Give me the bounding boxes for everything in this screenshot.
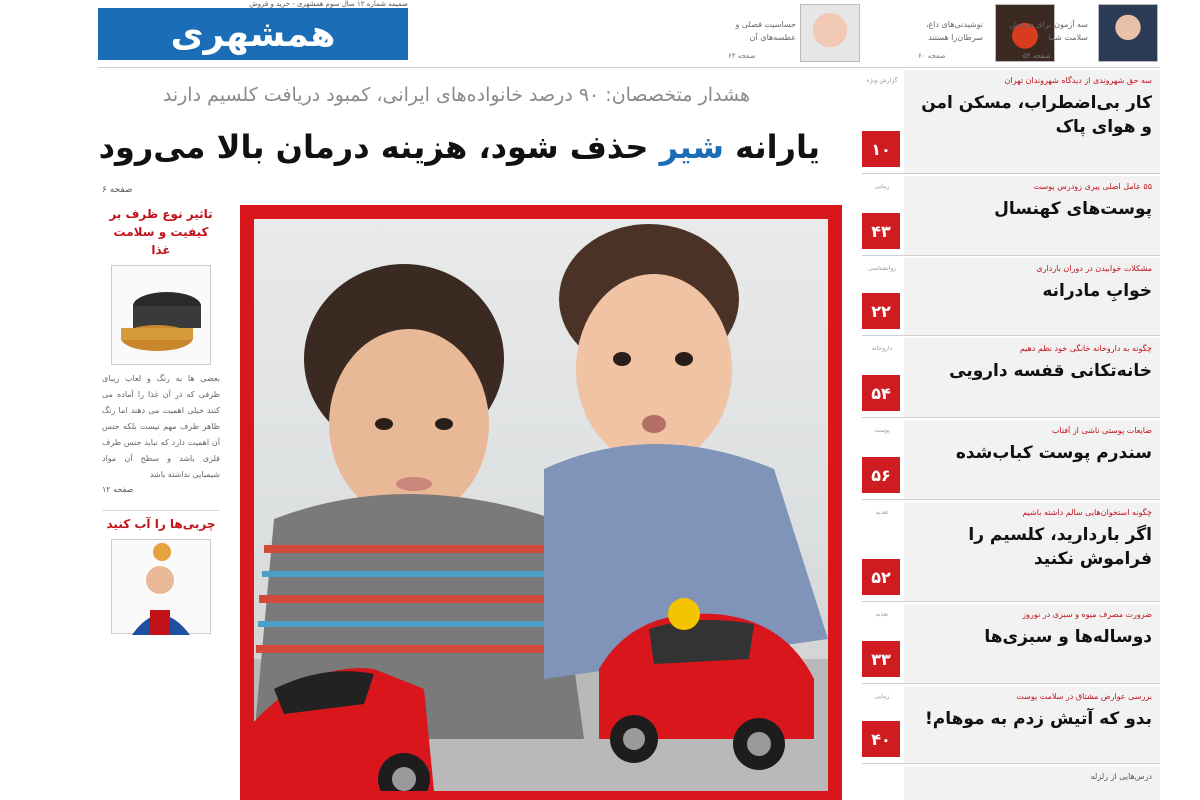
index-item[interactable] xyxy=(862,604,1160,684)
index-item-side xyxy=(862,258,900,335)
index-kicker: درس‌هایی از زلزله xyxy=(1090,772,1152,781)
index-title: خانه‌تکانی قفسه دارویی xyxy=(949,361,1152,381)
index-title: پوست‌های کهنسال xyxy=(994,199,1152,219)
index-kicker: چگونه استخوان‌هایی سالم داشته باشیم xyxy=(1022,508,1152,517)
masthead-subline: ضمیمه شماره ۱۲ سال سوم همشهری - خرید و فروش xyxy=(249,0,408,8)
teaser-page: صفحه ۵۴ xyxy=(1023,52,1051,60)
index-item-body xyxy=(904,420,1160,499)
index-item[interactable] xyxy=(862,766,1160,800)
index-title: بدو که آتیش زدم به موهام! xyxy=(925,709,1152,729)
index-section: گزارش ویژه xyxy=(866,77,898,84)
index-section: تغذیه xyxy=(875,509,889,516)
teaser-text: سه آزمون برای سنجش سلامت شما xyxy=(1009,20,1088,42)
left-article-title[interactable]: تاثیر نوع ظرف بر کیفیت و سلامت غذا xyxy=(109,207,213,257)
index-title: دوساله‌ها و سبزی‌ها xyxy=(984,627,1152,647)
child-with-ball-icon xyxy=(112,540,212,635)
index-section: داروخانه xyxy=(871,345,893,352)
index-kicker: ۵۵ عامل اصلی پیری زودرس پوست xyxy=(1033,182,1152,191)
index-section: پوست xyxy=(874,427,890,434)
index-item[interactable] xyxy=(862,686,1160,764)
index-item[interactable] xyxy=(862,338,1160,418)
index-item-body xyxy=(904,502,1160,601)
index-kicker: چگونه به داروخانه خانگی خود نظم دهیم xyxy=(1019,344,1152,353)
index-page-number: ۲۲ xyxy=(862,293,900,329)
left-article-2-title[interactable]: چربی‌ها را آب کنید xyxy=(106,517,216,531)
index-section: زیبایی xyxy=(874,693,890,700)
index-item-side xyxy=(862,420,900,499)
index-kicker: بررسی عوارض مشتاق در سلامت پوست xyxy=(1016,692,1152,701)
index-item-body xyxy=(904,176,1160,255)
index-item-body xyxy=(904,766,1160,800)
contents-sidebar xyxy=(862,70,1160,800)
index-item-body xyxy=(904,258,1160,335)
lead-page-ref: صفحه ۶ xyxy=(102,185,133,195)
index-title: خوابِ مادرانه xyxy=(1042,281,1152,301)
cover-photo xyxy=(240,205,842,800)
index-page-number: ۵۲ xyxy=(862,559,900,595)
index-item[interactable] xyxy=(862,420,1160,500)
left-column xyxy=(102,205,220,800)
teaser-page: صفحه ۶۴ xyxy=(728,52,756,60)
index-page-number: ۳۳ xyxy=(862,641,900,677)
index-item-side xyxy=(862,502,900,601)
teaser-thumbnail xyxy=(1098,4,1158,62)
index-page-number: ۴۳ xyxy=(862,213,900,249)
index-section: زیبایی xyxy=(874,183,890,190)
teaser-text: نوشیدنی‌های داغ، سرطان‌زا هستند xyxy=(925,20,983,42)
index-item-side xyxy=(862,686,900,763)
headline-part-2: حذف شود، هزینه درمان بالا می‌رود xyxy=(98,128,649,166)
index-title: کار بی‌اضطراب، مسکن امن و هوای پاک xyxy=(921,93,1152,137)
index-section: تغذیه xyxy=(875,611,889,618)
left-article-2 xyxy=(102,510,220,634)
index-kicker: مشکلات خوابیدن در دوران بارداری xyxy=(1036,264,1152,273)
teaser-text: حساسیت فصلی و عطسه‌های آن xyxy=(735,20,796,42)
child-ball-image xyxy=(111,539,211,634)
masthead-teaser-1[interactable] xyxy=(998,4,1160,62)
index-page-number: ۴۰ xyxy=(862,721,900,757)
index-item-side xyxy=(862,338,900,417)
newspaper-logo[interactable]: همشهری xyxy=(98,8,408,60)
index-item-body xyxy=(904,338,1160,417)
index-item-body xyxy=(904,686,1160,763)
index-section: روانشناسی xyxy=(867,265,897,272)
index-item-body xyxy=(904,70,1160,173)
headline-part-1: یارانه xyxy=(735,128,820,166)
masthead xyxy=(98,0,1160,68)
masthead-teaser-3[interactable] xyxy=(698,4,863,62)
index-item-side xyxy=(862,176,900,255)
teaser-thumbnail xyxy=(800,4,860,62)
index-kicker: ضرورت مصرف میوه و سبزی در نوروز xyxy=(1022,610,1152,619)
index-page-number: ۵۴ xyxy=(862,375,900,411)
index-item[interactable] xyxy=(862,502,1160,602)
index-title: سندرم پوست کباب‌شده xyxy=(955,443,1152,463)
index-item[interactable] xyxy=(862,70,1160,174)
index-item[interactable] xyxy=(862,258,1160,336)
headline-accent-word: شیر xyxy=(659,128,725,166)
index-kicker: ضایعات پوستی ناشی از آفتاب xyxy=(1051,426,1152,435)
index-item-side xyxy=(862,604,900,683)
index-item[interactable] xyxy=(862,176,1160,256)
cover-photo-illustration xyxy=(254,219,828,791)
pots-image xyxy=(111,265,211,365)
index-title: اگر باردارید، کلسیم را فراموش نکنید xyxy=(968,525,1152,569)
pot-icon xyxy=(112,266,212,366)
index-item-side xyxy=(862,70,900,173)
index-kicker: سه حق شهروندی از دیدگاه شهروندان تهران xyxy=(1004,76,1152,85)
teaser-page: صفحه ۶۰ xyxy=(918,52,946,60)
left-article-page: صفحه ۱۲ xyxy=(102,485,134,494)
index-item-body xyxy=(904,604,1160,683)
index-page-number: ۵۶ xyxy=(862,457,900,493)
lead-kicker: هشدار متخصصان: ۹۰ درصد خانواده‌های ایرانی، کمبود دریافت کلسیم دارند xyxy=(162,84,750,106)
left-article-body: بعضی ها به رنگ و لعاب زیبای ظرفی که در آن غذا را آماده می کنند خیلی اهمیت می دهند اما رنگ ظاهر ظرف مهم نیست بلکه جنس آن اهمیت دارد که نباید جنس ظرف فلزی باشد و سطح آن مواد شیمیایی نداشته باشد xyxy=(102,374,220,479)
lead-headline[interactable] xyxy=(98,128,820,166)
index-page-number: ۱۰ xyxy=(862,131,900,167)
